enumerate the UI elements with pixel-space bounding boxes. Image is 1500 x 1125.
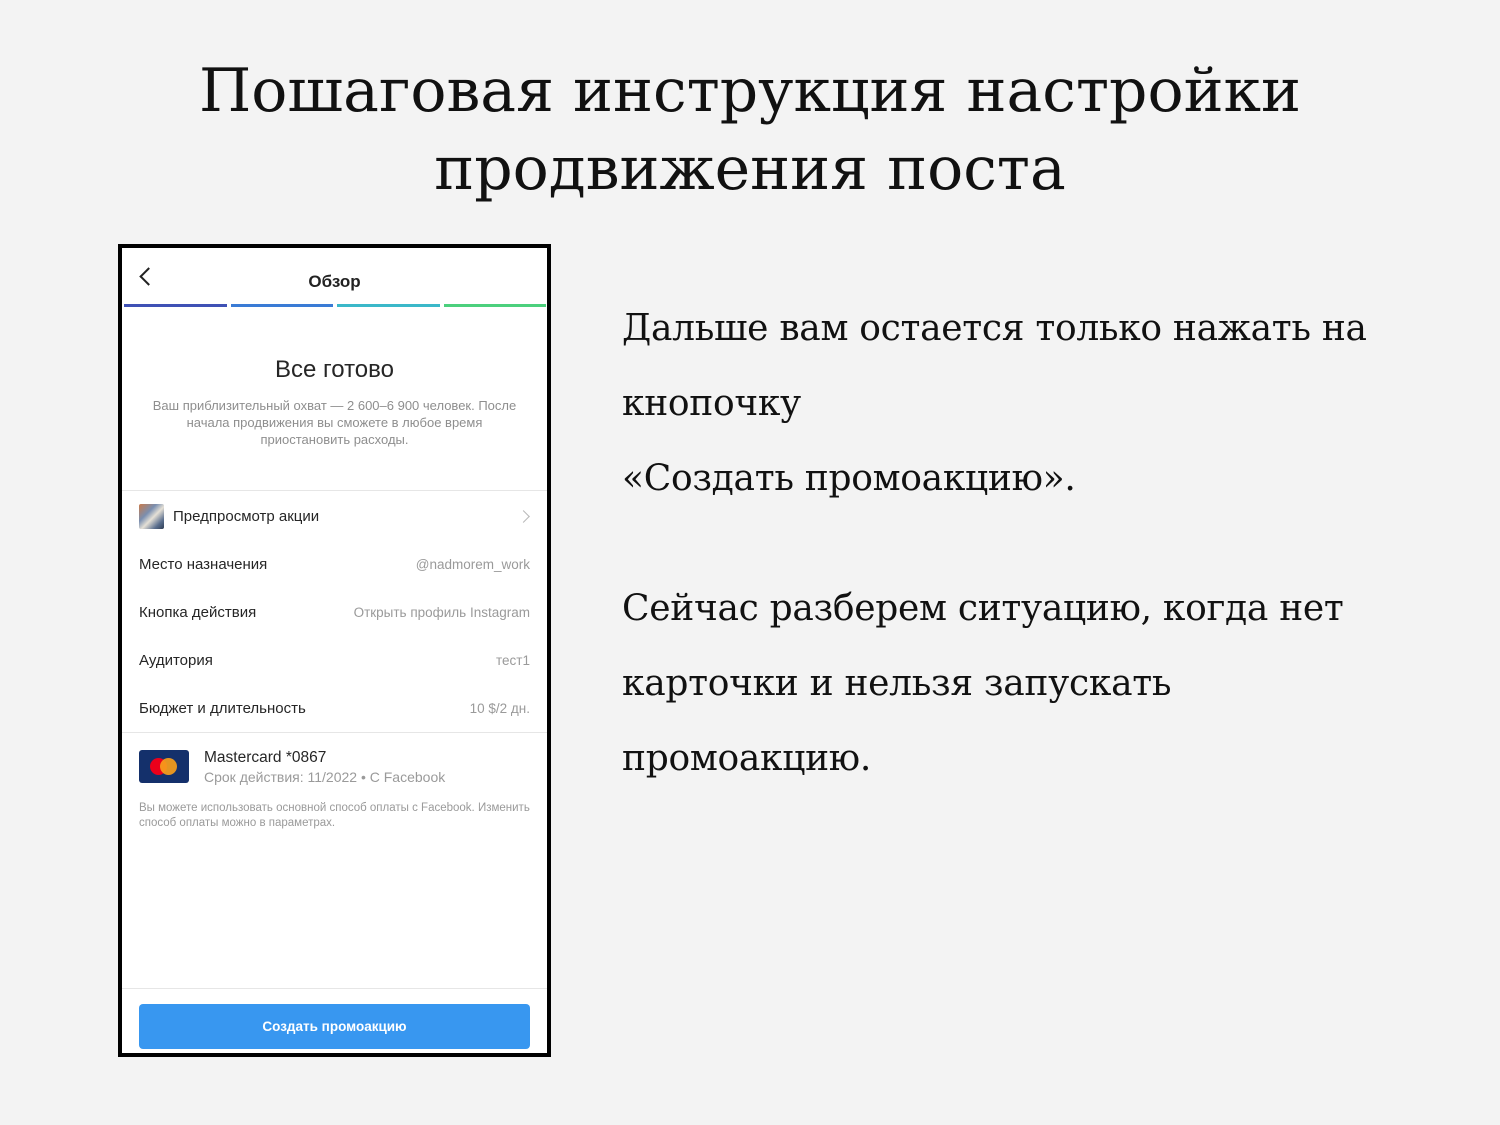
progress-segment [231, 304, 334, 307]
situation-paragraph [622, 571, 1422, 796]
budget-row[interactable] [139, 693, 530, 723]
row-value: тест1 [496, 652, 530, 668]
phone-screenshot [118, 244, 551, 1057]
divider [122, 490, 547, 491]
row-label: Место назначения [139, 555, 268, 573]
text-line: Сейчас разберем ситуацию, когда нет [622, 588, 1344, 629]
create-promotion-button[interactable]: Создать промоакцию [139, 1004, 530, 1049]
slide-title [0, 52, 1500, 208]
mastercard-icon [139, 750, 189, 783]
audience-row[interactable] [139, 645, 530, 675]
step-progress-bar [124, 304, 546, 307]
card-details: Срок действия: 11/2022 • С Facebook [204, 769, 446, 785]
divider [122, 732, 547, 733]
preview-row-left [139, 504, 319, 529]
row-label: Аудитория [139, 651, 213, 669]
preview-row[interactable] [139, 501, 530, 531]
text-line: промоакцию. [622, 738, 871, 779]
text-line: «Создать промоакцию». [622, 458, 1076, 499]
mastercard-yellow-circle [160, 758, 177, 775]
post-thumbnail [139, 504, 164, 529]
instruction-paragraph [622, 291, 1422, 516]
row-value: Открыть профиль Instagram [353, 604, 530, 620]
row-label: Кнопка действия [139, 603, 257, 621]
slide-title-line-1: Пошаговая инструкция настройки [198, 56, 1302, 126]
payment-note: Вы можете использовать основной способ оплаты с Facebook. Изменить способ оплаты можно в параметрах. [139, 802, 530, 829]
summary-title: Все готово [275, 356, 394, 383]
row-label: Предпросмотр акции [173, 507, 320, 525]
row-value: @nadmorem_work [415, 556, 530, 572]
row-label: Бюджет и длительность [139, 699, 306, 717]
nav-bar [122, 248, 547, 306]
progress-segment [337, 304, 440, 307]
reach-description: Ваш приблизительный охват — 2 600–6 900 человек. После начала продвижения вы сможете в любое время приостановить расходы. [152, 398, 517, 447]
row-value: 10 $/2 дн. [469, 700, 530, 716]
progress-segment [444, 304, 547, 307]
action-button-row[interactable] [139, 597, 530, 627]
divider [122, 988, 547, 989]
destination-row[interactable] [139, 549, 530, 579]
card-name[interactable]: Mastercard *0867 [204, 749, 327, 766]
slide-title-line-2: продвижения поста [434, 134, 1066, 204]
text-line: кнопочку [622, 383, 801, 424]
text-line: Дальше вам остается только нажать на [622, 308, 1367, 349]
nav-title: Обзор [308, 272, 361, 291]
chevron-right-icon [517, 510, 530, 523]
progress-segment [124, 304, 227, 307]
text-line: карточки и нельзя запускать [622, 663, 1172, 704]
